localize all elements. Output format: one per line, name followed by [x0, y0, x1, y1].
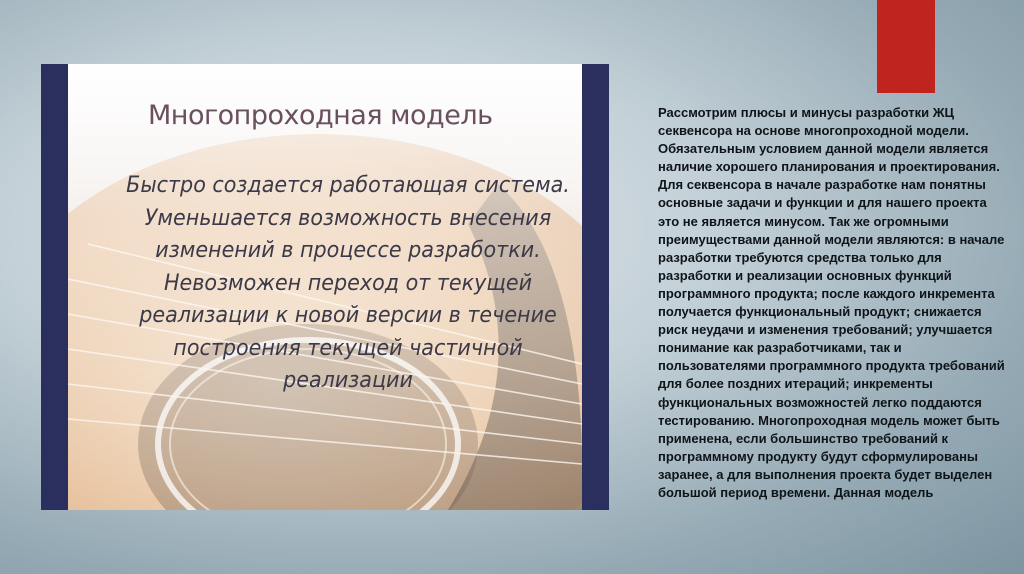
- slide-body-line: Невозможен переход от текущей: [163, 270, 533, 296]
- slide-image-frame: [41, 64, 609, 510]
- slide-body-line: реализации: [283, 368, 413, 393]
- slide-body-line: изменений в процессе разработки.: [155, 238, 541, 263]
- slide-body-line: Быстро создается работающая система.: [126, 173, 570, 198]
- red-accent-bar: [877, 0, 935, 93]
- slide-title: Многопроходная модель: [148, 100, 493, 131]
- slide-body-line: построения текущей частичной: [173, 335, 523, 361]
- slide-body-line: Уменьшается возможность внесения: [144, 205, 552, 231]
- slide-body-text: [122, 170, 573, 398]
- description-text: Рассмотрим плюсы и минусы разработки ЖЦ секвенсора на основе многопроходной модели. Обязательным условием данной модели является наличие хорошего планирования и проектирования. Для секвенсора в начале разработке нам понятны основные задачи и функции и для нашего проекта это не является минусом. Так же огромными преимуществами данной модели являются: в начале разработки требуются средства только для разработки и реализации основных функций программного продукта; после каждого инкремента получается функциональный продукт; снижается риск неудачи и изменения требований; улучшается понимание как разработчиками, так и пользователями программного продукта требований для более поздних итераций; инкременты функциональных возможностей легко поддаются тестированию. Многопроходная модель может быть применена, если большинство требований к программному продукту будут сформулированы заранее, а для выполнения проекта будет выделен большой период времени. Данная модель: [658, 105, 1005, 500]
- slide-body-line: реализации к новой версии в течение: [139, 303, 557, 328]
- guitar-background-image: [68, 64, 582, 510]
